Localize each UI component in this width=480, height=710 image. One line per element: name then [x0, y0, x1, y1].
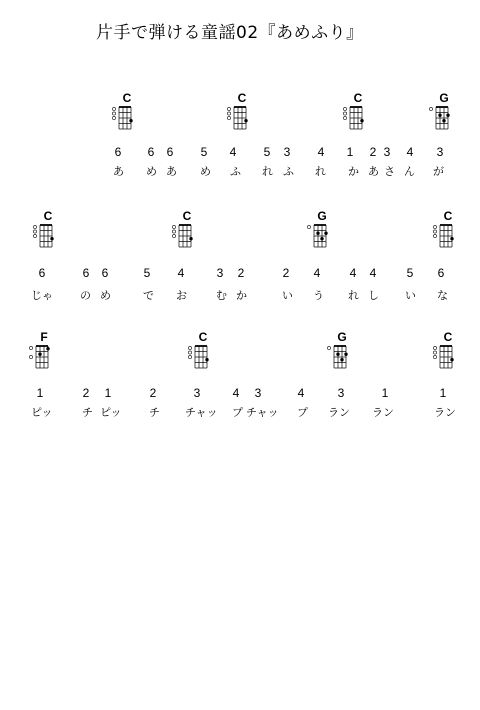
chord-diagram-f [24, 343, 54, 373]
lyric-syllable: れ [348, 289, 359, 302]
chord-diagram-g [322, 343, 352, 373]
open-string-marker [172, 225, 175, 228]
tab-number: 1 [346, 145, 354, 159]
chord-name: G [317, 209, 327, 223]
finger-dot [442, 119, 445, 122]
lyric-syllable: む [216, 289, 227, 302]
lyric-syllable: ピッ [31, 406, 53, 419]
tab-number: 1 [439, 386, 447, 400]
chord-f [24, 331, 64, 379]
finger-dot [446, 114, 449, 117]
lyric-syllable: ラン [372, 406, 394, 419]
chord-c [222, 92, 262, 140]
tab-number: 4 [369, 266, 377, 280]
tab-number: 3 [216, 266, 224, 280]
lyric-syllable: チ [149, 406, 160, 419]
tab-number: 6 [82, 266, 90, 280]
open-string-marker [227, 107, 230, 110]
lyric-syllable: ラン [328, 406, 350, 419]
finger-dot [189, 237, 192, 240]
open-string-marker [433, 230, 436, 233]
tab-number: 6 [38, 266, 46, 280]
chord-name: C [237, 91, 247, 105]
tab-number: 6 [101, 266, 109, 280]
lyric-syllable: め [200, 165, 211, 178]
lyric-syllable: じゃ [31, 289, 53, 302]
open-string-marker [29, 355, 32, 358]
finger-dot [438, 114, 441, 117]
tab-number: 4 [317, 145, 325, 159]
chord-c [167, 210, 207, 258]
tab-number: 1 [104, 386, 112, 400]
lyric-syllable: あ [166, 165, 177, 178]
tab-number: 5 [263, 145, 271, 159]
chord-name: C [353, 91, 363, 105]
tab-number: 2 [369, 145, 377, 159]
tab-number: 3 [193, 386, 201, 400]
tab-number: 5 [200, 145, 208, 159]
chord-g [302, 210, 342, 258]
chord-diagram-c [107, 104, 137, 134]
finger-dot [340, 358, 343, 361]
lyric-syllable: な [437, 289, 448, 302]
open-string-marker [188, 351, 191, 354]
chord-diagram-c [183, 343, 213, 373]
tab-number: 4 [297, 386, 305, 400]
lyric-syllable: の [80, 289, 91, 302]
open-string-marker [343, 112, 346, 115]
tab-number: 6 [166, 145, 174, 159]
open-string-marker [188, 355, 191, 358]
lyric-syllable: あ [368, 165, 379, 178]
chord-c [428, 210, 468, 258]
tab-number: 5 [143, 266, 151, 280]
chord-g [424, 92, 464, 140]
open-string-marker [112, 112, 115, 115]
chord-c [107, 92, 147, 140]
tab-number: 2 [82, 386, 90, 400]
chord-name: C [443, 209, 453, 223]
lyric-syllable: チ [82, 406, 93, 419]
lyric-syllable: か [348, 165, 359, 178]
open-string-marker [433, 225, 436, 228]
finger-dot [360, 119, 363, 122]
finger-dot [205, 358, 208, 361]
lyric-syllable: か [236, 289, 247, 302]
finger-dot [344, 353, 347, 356]
chord-c [28, 210, 68, 258]
lyric-syllable: で [143, 289, 154, 302]
tab-number: 3 [383, 145, 391, 159]
chord-name: C [43, 209, 53, 223]
lyric-syllable: チャッ [246, 406, 279, 419]
chord-name: C [198, 330, 208, 344]
tab-number: 4 [406, 145, 414, 159]
lyric-syllable: れ [262, 165, 273, 178]
lyric-syllable: し [368, 289, 379, 302]
open-string-marker [433, 346, 436, 349]
open-string-marker [227, 112, 230, 115]
chord-name: C [443, 330, 453, 344]
open-string-marker [33, 230, 36, 233]
tab-number: 3 [337, 386, 345, 400]
tab-number: 4 [313, 266, 321, 280]
lyric-syllable: が [433, 165, 444, 178]
open-string-marker [33, 225, 36, 228]
open-string-marker [33, 234, 36, 237]
open-string-marker [433, 351, 436, 354]
tab-number: 2 [237, 266, 245, 280]
open-string-marker [29, 346, 32, 349]
finger-dot [450, 237, 453, 240]
finger-dot [46, 347, 49, 350]
chord-c [338, 92, 378, 140]
lyric-syllable: チャッ [185, 406, 218, 419]
open-string-marker [327, 346, 330, 349]
chord-c [183, 331, 223, 379]
open-string-marker [188, 346, 191, 349]
tab-number: 4 [349, 266, 357, 280]
tab-number: 3 [283, 145, 291, 159]
tab-number: 3 [254, 386, 262, 400]
chord-diagram-c [428, 343, 458, 373]
chord-g [322, 331, 362, 379]
finger-dot [316, 232, 319, 235]
open-string-marker [227, 116, 230, 119]
tab-number: 3 [436, 145, 444, 159]
tab-number: 1 [36, 386, 44, 400]
chord-diagram-c [167, 222, 197, 252]
open-string-marker [307, 225, 310, 228]
open-string-marker [172, 230, 175, 233]
finger-dot [50, 237, 53, 240]
lyric-syllable: ふ [283, 165, 294, 178]
chord-c [428, 331, 468, 379]
finger-dot [244, 119, 247, 122]
lyric-syllable: い [405, 289, 416, 302]
lyric-syllable: ピッ [100, 406, 122, 419]
tab-number: 1 [381, 386, 389, 400]
chord-diagram-g [424, 104, 454, 134]
chord-name: C [122, 91, 132, 105]
tab-number: 5 [406, 266, 414, 280]
lyric-syllable: う [313, 289, 324, 302]
lyric-syllable: ふ [230, 165, 241, 178]
tab-number: 6 [114, 145, 122, 159]
lyric-syllable: あ [113, 165, 124, 178]
finger-dot [324, 232, 327, 235]
chord-name: F [40, 330, 48, 344]
lyric-syllable: れ [315, 165, 326, 178]
tab-number: 2 [282, 266, 290, 280]
lyric-syllable: プ [297, 406, 308, 419]
tab-number: 4 [232, 386, 240, 400]
finger-dot [129, 119, 132, 122]
lyric-syllable: め [146, 165, 157, 178]
lyric-syllable: プ [232, 406, 243, 419]
open-string-marker [433, 355, 436, 358]
tab-number: 6 [147, 145, 155, 159]
tab-number: 2 [149, 386, 157, 400]
lyric-syllable: さ [384, 165, 395, 178]
lyric-syllable: い [282, 289, 293, 302]
lyric-syllable: ん [404, 165, 415, 178]
finger-dot [38, 353, 41, 356]
chord-diagram-c [222, 104, 252, 134]
finger-dot [320, 237, 323, 240]
chord-diagram-c [338, 104, 368, 134]
open-string-marker [343, 116, 346, 119]
chord-diagram-g [302, 222, 332, 252]
open-string-marker [112, 116, 115, 119]
chord-diagram-c [428, 222, 458, 252]
open-string-marker [433, 234, 436, 237]
tab-number: 4 [229, 145, 237, 159]
lyric-syllable: お [176, 289, 187, 302]
tab-number: 6 [437, 266, 445, 280]
lyric-syllable: め [100, 289, 111, 302]
chord-name: G [337, 330, 347, 344]
finger-dot [450, 358, 453, 361]
tab-number: 4 [177, 266, 185, 280]
page-title: 片手で弾ける童謡02『あめふり』 [96, 23, 364, 43]
lyric-syllable: ラン [434, 406, 456, 419]
open-string-marker [172, 234, 175, 237]
chord-diagram-c [28, 222, 58, 252]
chord-name: G [439, 91, 449, 105]
open-string-marker [112, 107, 115, 110]
finger-dot [336, 353, 339, 356]
open-string-marker [343, 107, 346, 110]
open-string-marker [429, 107, 432, 110]
chord-name: C [182, 209, 192, 223]
